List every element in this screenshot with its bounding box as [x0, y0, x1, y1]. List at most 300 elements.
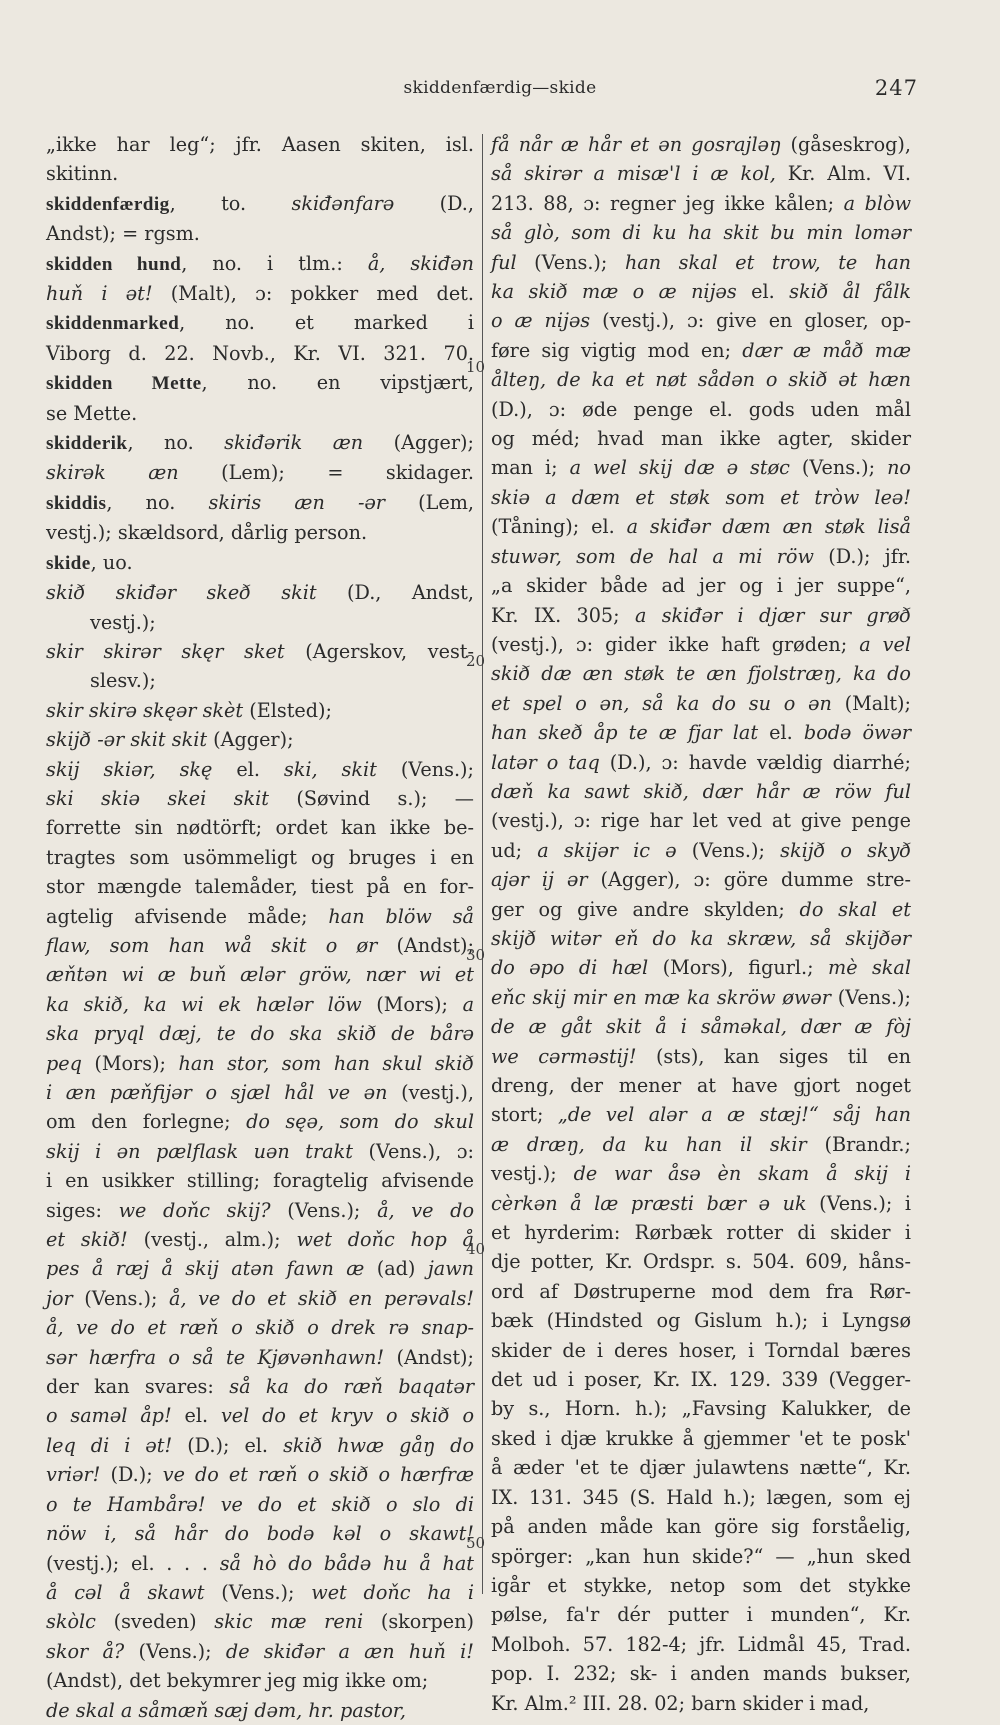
line-number-50: 50: [466, 1534, 486, 1552]
dialect-example: ska pryql dæj, te do ska skið de bårə: [46, 1022, 474, 1046]
right-text-line: [491, 277, 911, 306]
dialect-example: skir skirə skęər skèt: [46, 698, 244, 722]
text-segment: (Agger), ɔ: göre dumme stre-: [587, 868, 911, 892]
dialect-example: a vel: [859, 632, 912, 656]
line-number-20: 20: [466, 652, 486, 670]
left-column: [46, 130, 474, 1725]
right-text-line: [491, 1512, 911, 1541]
headword: skidderik: [46, 433, 128, 455]
headword: skiddis: [46, 492, 107, 514]
right-text-line: [491, 1453, 911, 1482]
left-text-line: [46, 1696, 474, 1725]
right-text-line: [491, 1277, 911, 1306]
left-text-line: [46, 931, 474, 960]
left-text-line: [46, 784, 474, 813]
headword: skide: [46, 552, 91, 574]
text-segment: (Agger);: [207, 728, 294, 752]
text-segment: el.: [212, 757, 284, 781]
right-text-line: [491, 1600, 911, 1629]
dialect-example: eňc skij mir en mæ ka skröw øwər: [491, 985, 831, 1009]
text-segment: , no. i tlm.:: [181, 251, 368, 275]
headword: skiddenmarked: [46, 313, 180, 335]
text-segment: (vestj.), ɔ: rige har let ved at give penge: [491, 809, 911, 833]
text-segment: (Mors), figurl.;: [648, 956, 828, 980]
text-segment: (Vens.), ɔ:: [352, 1139, 474, 1163]
right-text-line: [491, 571, 911, 600]
dialect-example: o saməl åp!: [46, 1404, 172, 1428]
text-segment: (Søvind s.); —: [268, 786, 474, 810]
text-segment: (Vens.);: [789, 456, 888, 480]
text-segment: (vestj.); el. . . .: [46, 1551, 220, 1575]
headword: skidden Mette: [46, 373, 202, 395]
dialect-example: skij skiər, skę: [46, 757, 213, 781]
right-text-line: [491, 1189, 911, 1218]
text-segment: se Mette.: [46, 401, 138, 425]
dialect-example: ajər ij ər: [491, 868, 588, 892]
line-number-10: 10: [466, 358, 486, 376]
text-segment: siges:: [46, 1198, 119, 1222]
dialect-example: vel do et kryv o skið o: [220, 1404, 475, 1428]
text-segment: (Agerskov, vest-: [284, 639, 474, 663]
left-text-line: [46, 219, 474, 248]
right-text-line: [491, 483, 911, 512]
running-header: skiddenfærdig—skide: [403, 78, 597, 98]
dialect-example: cèrkən å læ præsti bær ə uk: [491, 1191, 807, 1215]
dialect-example: ful: [491, 250, 517, 274]
text-segment: (Vens.);: [376, 757, 475, 781]
left-text-line: [46, 813, 474, 842]
text-segment: dreng, der mener at have gjort noget: [491, 1074, 911, 1097]
left-text-line: [46, 1431, 474, 1460]
dialect-example: skið skiđər skeð skit: [46, 581, 317, 605]
right-text-line: [491, 1130, 911, 1159]
left-text-line: [46, 1343, 474, 1372]
left-text-line: [46, 1549, 474, 1578]
left-text-line: [46, 1666, 474, 1695]
text-segment: (D.); el.: [172, 1433, 284, 1457]
left-text-line: [46, 1372, 474, 1401]
column-divider: [482, 134, 483, 1594]
text-segment: ud;: [491, 838, 538, 862]
text-segment: (Andst);: [377, 933, 474, 957]
dialect-example: ve do et ræň o skið o hærfræ: [162, 1463, 475, 1487]
right-text-line: [491, 1336, 911, 1365]
right-text-line: [491, 777, 911, 806]
left-text-line: [46, 578, 474, 607]
left-text-line: [46, 1284, 474, 1313]
text-segment: (vestj.),: [387, 1081, 474, 1104]
text-segment: (Lem,: [384, 490, 474, 514]
right-text-line: [491, 895, 911, 924]
right-text-line: [491, 1218, 911, 1247]
left-text-line: [46, 960, 474, 989]
right-text-line: [491, 1394, 911, 1423]
dialect-example: do skal et: [799, 897, 911, 921]
left-text-line: [46, 488, 474, 518]
right-text-line: [491, 1071, 911, 1100]
left-text-line: [46, 990, 474, 1019]
right-text-line: [491, 189, 911, 218]
text-segment: el.: [736, 280, 790, 304]
left-text-line: [46, 1137, 474, 1166]
right-text-line: [491, 659, 911, 688]
text-segment: (Vens.);: [270, 1198, 378, 1222]
dialect-example: så hò do bådə hu å hat: [219, 1551, 474, 1575]
dialect-example: ski, skit: [283, 757, 377, 781]
right-text-line: [491, 1247, 911, 1276]
dialect-example: å, ve do: [377, 1198, 474, 1222]
dialect-example: huň i ət!: [46, 282, 153, 306]
text-segment: (Vens.);: [204, 1580, 312, 1604]
dialect-example: ka skið mæ o æ nijəs: [491, 280, 737, 304]
text-segment: (gåseskrog),: [781, 133, 911, 156]
text-segment: el.: [171, 1404, 221, 1428]
text-segment: forrette sin nødtörft; ordet kan ikke be-: [46, 816, 474, 840]
dialect-example: a skiđər dæm æn støk liså: [626, 515, 911, 539]
text-segment: (Vens.);: [124, 1639, 226, 1663]
text-segment: (Vens.);: [830, 985, 911, 1009]
dialect-example: a wel skij dæ ə støc: [569, 456, 790, 480]
right-text-line: [491, 1424, 911, 1453]
text-segment: det ud i poser, Kr. IX. 129. 339 (Vegger-: [491, 1368, 911, 1392]
text-segment: (Agger);: [363, 431, 474, 455]
text-segment: (Andst), det bekymrer jeg mig ikke om;: [46, 1669, 429, 1693]
dialect-example: jawn: [427, 1257, 474, 1281]
left-text-line: [46, 637, 474, 666]
text-segment: , no. et marked i: [179, 311, 474, 335]
dialect-example: å, ve do et skið en perəvals!: [169, 1286, 474, 1310]
left-text-line: [46, 843, 474, 872]
dialect-example: de skal a såmæň sæj dəm, hr. pastor,: [46, 1698, 406, 1722]
text-segment: Kr. IX. 305;: [491, 603, 635, 627]
left-text-line: [46, 902, 474, 931]
dialect-example: flaw, som han wå skit o ør: [46, 933, 378, 957]
text-segment: (D.), ɔ: havde vældig diarrhé;: [599, 750, 911, 774]
text-segment: , no.: [127, 431, 225, 455]
dialect-example: de æ gåt skit å i såməkal, dær æ fòj: [491, 1015, 911, 1039]
text-segment: , no. en vipstjært,: [201, 371, 474, 395]
dialect-example: „de vel alər a æ stæj!“ såj han: [557, 1103, 911, 1127]
right-text-line: [491, 924, 911, 953]
right-text-line: [491, 512, 911, 541]
text-segment: stort;: [491, 1103, 558, 1127]
right-text-line: [491, 718, 911, 747]
dialect-example: peq: [46, 1051, 82, 1075]
text-segment: ger og give andre skylden;: [491, 897, 800, 921]
text-segment: (Lem); = skidager.: [178, 461, 474, 485]
text-segment: „ikke har leg“; jfr. Aasen skiten, isl.: [46, 133, 474, 156]
dialect-example: skirək æn: [46, 461, 179, 485]
dialect-example: ski skiə skei skit: [46, 786, 269, 810]
left-text-line: [46, 548, 474, 578]
right-text-line: [491, 395, 911, 424]
dialect-example: skið dæ æn støk te æn fjolstræŋ, ka do: [491, 662, 911, 686]
text-segment: (D.); jfr.: [813, 544, 911, 568]
headword: skiddenfærdig: [46, 193, 170, 215]
dialect-example: skòlc: [46, 1610, 96, 1634]
dialect-example: a: [462, 992, 475, 1016]
text-segment: „a skider både ad jer og i jer suppe“,: [491, 574, 911, 598]
text-segment: agtelig afvisende måde;: [46, 904, 329, 928]
text-segment: 213. 88, ɔ: regner jeg ikke kålen;: [491, 191, 844, 215]
dialect-example: få når æ hår et ən gosrajləŋ: [491, 133, 782, 156]
right-text-line: [491, 453, 911, 482]
text-segment: , uo.: [90, 550, 133, 574]
left-text-line: [46, 368, 474, 398]
dialect-example: a skiđər i djær sur grøð: [634, 603, 911, 627]
left-text-line: [46, 189, 474, 219]
dialect-example: do sęə, som do skul: [246, 1110, 474, 1134]
text-segment: i en usikker stilling; foragtelig afvisende: [46, 1169, 474, 1193]
left-text-line: [46, 1049, 474, 1078]
right-text-line: [491, 983, 911, 1012]
dialect-example: a blòw: [843, 191, 911, 215]
text-segment: Kr. Alm. VI.: [775, 162, 912, 186]
dialect-example: we doňc skij?: [118, 1198, 271, 1222]
text-segment: skitinn.: [46, 162, 119, 186]
text-segment: (ad): [364, 1257, 428, 1281]
left-text-line: [46, 755, 474, 784]
dialect-example: skijð -ər skit skit: [46, 728, 208, 752]
text-segment: (Mors);: [361, 992, 463, 1016]
text-segment: Andst); = rgsm.: [46, 222, 200, 246]
dialect-example: skiris æn -ər: [208, 490, 385, 514]
text-segment: (Tåning); el.: [491, 515, 627, 539]
right-text-line: [491, 865, 911, 894]
dialect-example: nöw i, så hår do bodə kəl o skawt!: [46, 1522, 474, 1546]
dialect-example: sər hærfra o så te Kjøvənhawn!: [46, 1345, 385, 1369]
dialect-example: å, ve do et ræň o skið o drek rə snap-: [46, 1316, 474, 1340]
left-text-line: [46, 458, 474, 487]
left-text-line: [46, 1166, 474, 1195]
text-segment: IX. 131. 345 (S. Hald h.); lægen, som ej: [491, 1485, 911, 1509]
right-column: [491, 130, 911, 1718]
dialect-example: wet doňc hop å: [296, 1228, 474, 1252]
left-text-line: [46, 1578, 474, 1607]
dialect-example: ka skið, ka wi ek hælər löw: [46, 992, 362, 1016]
text-segment: tragtes som usömmeligt og bruges i en: [46, 845, 474, 869]
left-text-line: [46, 428, 474, 458]
text-segment: et hyrderim: Rørbæk rotter di skider i: [491, 1221, 911, 1245]
left-text-line: [46, 608, 474, 637]
dialect-example: han skeð åp te æ fjar lat: [491, 721, 759, 745]
text-segment: om den forlegne;: [46, 1110, 247, 1134]
dialect-example: skið ål fålk: [789, 280, 911, 304]
dialect-example: han stor, som han skul skið: [178, 1051, 474, 1075]
text-segment: spörger: „kan hun skide?“ — „hun sked: [491, 1544, 911, 1568]
left-text-line: [46, 130, 474, 159]
dialect-example: han blöw så: [328, 904, 474, 928]
text-segment: på anden måde kan göre sig forståelig,: [491, 1515, 911, 1539]
dialect-example: et skið!: [46, 1228, 128, 1252]
right-text-line: [491, 365, 911, 394]
right-text-line: [491, 1100, 911, 1129]
dialect-example: do əpo di hæl: [491, 956, 649, 980]
right-text-line: [491, 1630, 911, 1659]
dialect-example: mè skal: [828, 956, 911, 980]
dialect-example: å cəl å skawt: [46, 1580, 205, 1604]
right-text-line: [491, 1159, 911, 1188]
page-number: 247: [874, 76, 918, 100]
text-segment: (sts), kan siges til en: [636, 1044, 911, 1068]
right-text-line: [491, 1689, 911, 1718]
left-text-line: [46, 399, 474, 428]
dialect-example: de war åsə èn skam å skij i: [573, 1162, 911, 1186]
text-segment: føre sig vigtig mod en;: [491, 338, 743, 362]
dialect-example: vriər!: [46, 1463, 101, 1487]
dialect-example: de skiđər a æn huň i!: [225, 1639, 475, 1663]
dialect-example: skiđənfarə: [291, 191, 395, 215]
text-segment: sked i djæ krukke å gjemmer 'et te posk': [491, 1426, 911, 1450]
dialect-example: æňtən wi æ buň ælər gröw, nær wi et: [46, 963, 474, 987]
text-segment: (Malt), ɔ: pokker med det.: [152, 282, 474, 306]
left-text-line: [46, 872, 474, 901]
dialect-example: latər o taq: [491, 750, 600, 774]
text-segment: (D.,: [394, 191, 474, 215]
text-segment: , to.: [169, 191, 292, 215]
left-text-line: [46, 279, 474, 308]
text-segment: (vestj.), ɔ: gider ikke haft grøden;: [491, 632, 860, 656]
left-text-line: [46, 725, 474, 754]
left-text-line: [46, 249, 474, 279]
text-segment: (Vens.);: [516, 250, 625, 274]
right-text-line: [491, 159, 911, 188]
dialect-example: i æn pæňfijər o sjæl hål ve ən: [46, 1081, 388, 1104]
left-text-line: [46, 1225, 474, 1254]
text-segment: (sveden): [95, 1610, 215, 1634]
right-text-line: [491, 1365, 911, 1394]
left-text-line: [46, 1078, 474, 1107]
text-segment: Kr. Alm.² III. 28. 02; barn skider i mad,: [491, 1691, 870, 1715]
text-segment: by s., Horn. h.); „Favsing Kalukker, de: [491, 1397, 911, 1421]
text-segment: el.: [758, 721, 804, 745]
text-segment: vestj.); skældsord, dårlig person.: [46, 521, 368, 545]
right-text-line: [491, 806, 911, 835]
dialect-example: et spel o ən, så ka do su o ən: [491, 691, 832, 715]
right-text-line: [491, 130, 911, 159]
right-text-line: [491, 953, 911, 982]
right-text-line: [491, 1012, 911, 1041]
right-text-line: [491, 1306, 911, 1335]
text-segment: (Vens.);: [72, 1286, 169, 1310]
text-segment: Viborg d. 22. Novb., Kr. VI. 321. 70.: [46, 341, 474, 365]
dialect-example: skijð o skyð: [780, 838, 911, 862]
dialect-example: o te Hambårə! ve do et skið o slo di: [46, 1492, 474, 1516]
left-text-line: [46, 1460, 474, 1489]
dialect-example: skiə a dæm et støk som et tròw leə!: [491, 485, 911, 509]
left-text-line: [46, 1313, 474, 1342]
left-text-line: [46, 1401, 474, 1430]
line-number-30: 30: [466, 946, 486, 964]
dialect-example: så glò, som di ku ha skit bu min lomər: [491, 221, 911, 245]
text-segment: vestj.);: [491, 1162, 574, 1186]
text-segment: (skorpen): [363, 1610, 474, 1634]
text-segment: pop. I. 232; sk- i anden mands bukser,: [491, 1662, 911, 1686]
dialect-example: we cərməstij!: [491, 1044, 637, 1068]
dialect-example: så ka do ræň baqatər: [229, 1375, 474, 1399]
left-text-line: [46, 1607, 474, 1636]
right-text-line: [491, 1042, 911, 1071]
left-text-line: [46, 1107, 474, 1136]
right-text-line: [491, 1542, 911, 1571]
left-text-line: [46, 308, 474, 338]
right-text-line: [491, 336, 911, 365]
right-text-line: [491, 1659, 911, 1688]
text-segment: Molboh. 57. 182-4; jfr. Lidmål 45, Trad.: [491, 1632, 911, 1656]
left-text-line: [46, 159, 474, 188]
text-segment: (vestj., alm.);: [127, 1228, 297, 1252]
right-text-line: [491, 630, 911, 659]
dialect-example: skið hwæ gåŋ do: [283, 1433, 475, 1457]
right-text-line: [491, 748, 911, 777]
left-text-line: [46, 1196, 474, 1225]
left-text-line: [46, 696, 474, 725]
left-text-line: [46, 518, 474, 547]
text-segment: der kan svares:: [46, 1375, 230, 1399]
text-segment: man i;: [491, 456, 570, 480]
dialect-example: no: [887, 456, 911, 480]
dialect-example: skir skirər skęr sket: [46, 639, 285, 663]
dialect-example: leq di i ət!: [46, 1433, 173, 1457]
dialect-example: stuwər, som de hal a mi röw: [491, 544, 814, 568]
dialect-example: dær æ måð mæ: [742, 338, 911, 362]
dialect-example: skor å?: [46, 1639, 125, 1663]
dialect-example: a skijər ic ə: [537, 838, 677, 862]
text-segment: bæk (Hindsted og Gislum h.); i Lyngsø: [491, 1309, 911, 1333]
right-text-line: [491, 689, 911, 718]
headword: skidden hund: [46, 253, 182, 275]
text-segment: (Mors);: [81, 1051, 179, 1075]
text-segment: (Elsted);: [243, 698, 332, 722]
text-segment: (vestj.), ɔ: give en gloser, op-: [590, 309, 911, 333]
dialect-example: skic mæ reni: [214, 1610, 364, 1634]
text-segment: stor mængde talemåder, tiest på en for-: [46, 875, 474, 899]
dialect-example: han skal et trow, te han: [624, 250, 911, 274]
text-segment: (Brandr.;: [806, 1132, 911, 1156]
right-text-line: [491, 218, 911, 247]
right-text-line: [491, 306, 911, 335]
dialect-example: bodə öwər: [803, 721, 912, 745]
dialect-example: skij i ən pælflask uən trakt: [46, 1139, 353, 1163]
text-segment: (Malt);: [831, 691, 911, 715]
text-segment: (D., Andst,: [316, 581, 474, 605]
text-segment: å æder 'et te djær julawtens nætte“, Kr.: [491, 1456, 911, 1480]
right-text-line: [491, 601, 911, 630]
text-segment: igår et stykke, netop som det stykke: [491, 1573, 911, 1597]
right-text-line: [491, 1483, 911, 1512]
text-segment: (Vens.); i: [806, 1191, 911, 1215]
line-number-40: 40: [466, 1240, 486, 1258]
right-text-line: [491, 248, 911, 277]
text-segment: og méd; hvad man ikke agter, skider: [491, 427, 911, 451]
dialect-example: pes å ræj å skij atən fawn æ: [46, 1257, 365, 1281]
dialect-example: ålteŋ, de ka et nøt sådən o skið ət hæn: [491, 368, 911, 392]
text-segment: (D.);: [100, 1463, 163, 1487]
text-segment: dje potter, Kr. Ordspr. s. 504. 609, håns-: [491, 1250, 911, 1274]
text-segment: (Vens.);: [676, 838, 781, 862]
right-text-line: [491, 836, 911, 865]
text-segment: vestj.);: [90, 610, 156, 634]
dialect-example: å, skiđən: [367, 251, 474, 275]
left-text-line: [46, 1637, 474, 1666]
text-segment: pølse, fa'r dér putter i munden“, Kr.: [491, 1603, 911, 1627]
text-segment: (Andst);: [384, 1345, 474, 1369]
dialect-example: så skirər a misæ'l i æ kol,: [491, 162, 776, 186]
dialect-example: wet doňc ha i: [311, 1580, 474, 1604]
dialect-example: jor: [46, 1286, 73, 1310]
text-segment: ord af Døstruperne mod dem fra Rør-: [491, 1279, 911, 1303]
text-segment: slesv.);: [90, 669, 156, 693]
